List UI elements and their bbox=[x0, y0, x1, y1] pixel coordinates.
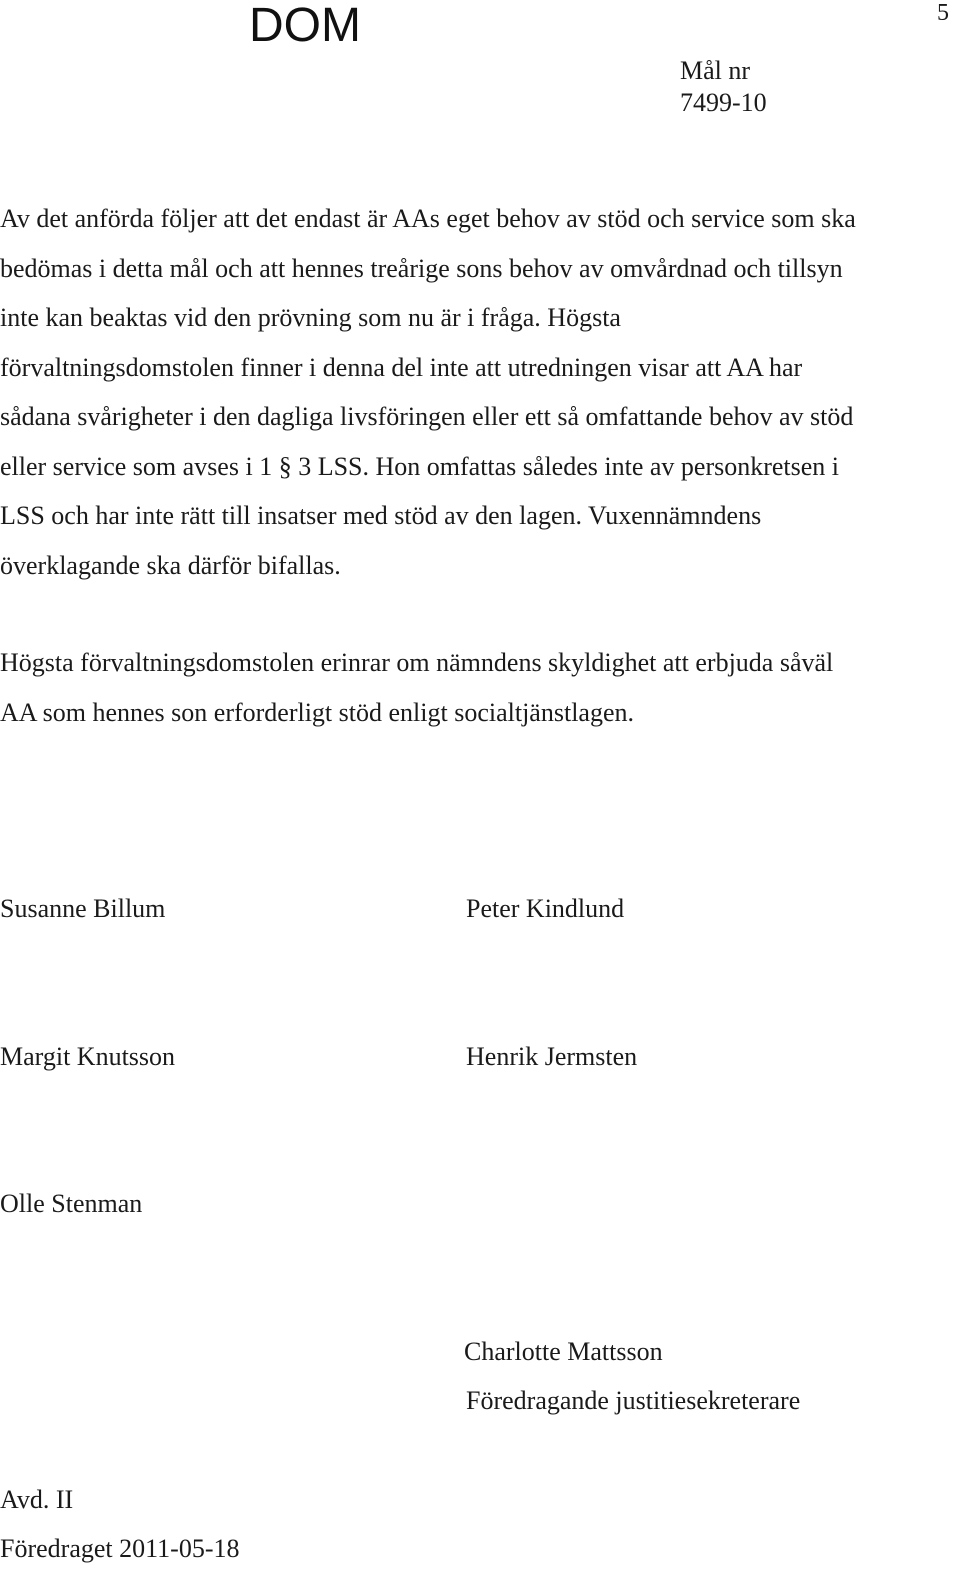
paragraph-line: LSS och har inte rätt till insatser med stöd av den lagen. Vuxennämndens bbox=[0, 501, 762, 530]
paragraph-line: sådana svårigheter i den dagliga livsföringen eller ett så omfattande behov av stöd bbox=[0, 402, 854, 431]
rapporteur-title: Föredragande justitiesekreterare bbox=[466, 1386, 801, 1415]
paragraph-line: Högsta förvaltningsdomstolen erinrar om nämndens skyldighet att erbjuda såväl bbox=[0, 648, 834, 677]
paragraph-line: bedömas i detta mål och att hennes treårige sons behov av omvårdnad och tillsyn bbox=[0, 253, 843, 283]
case-number-label: Mål nr bbox=[680, 56, 751, 85]
division-label: Avd. II bbox=[0, 1485, 74, 1514]
paragraph-line: eller service som avses i 1 § 3 LSS. Hon omfattas således inte av personkretsen i bbox=[0, 451, 840, 481]
signature-margit-knutsson: Margit Knutsson bbox=[0, 1042, 176, 1071]
signature-peter-kindlund: Peter Kindlund bbox=[466, 894, 625, 923]
paragraph-line: förvaltningsdomstolen finner i denna del inte att utredningen visar att AA har bbox=[0, 352, 803, 382]
presentation-date: Föredraget 2011-05-18 bbox=[0, 1534, 240, 1563]
document-title: DOM bbox=[249, 0, 361, 52]
paragraph-line: Av det anförda följer att det endast är AAs eget behov av stöd och service som ska bbox=[0, 204, 856, 233]
page-number: 5 bbox=[937, 0, 949, 26]
signature-henrik-jermsten: Henrik Jermsten bbox=[466, 1042, 638, 1071]
paragraph-line: AA som hennes son erforderligt stöd enligt socialtjänstlagen. bbox=[0, 697, 634, 727]
paragraph-line: överklagande ska därför bifallas. bbox=[0, 550, 341, 580]
signature-susanne-billum: Susanne Billum bbox=[0, 894, 166, 923]
paragraph-reminder bbox=[0, 638, 960, 737]
paragraph-line: inte kan beaktas vid den prövning som nu är i fråga. Högsta bbox=[0, 303, 621, 332]
rapporteur-name: Charlotte Mattsson bbox=[464, 1337, 663, 1366]
paragraph-judgment-reasoning bbox=[0, 194, 960, 590]
case-number: 7499-10 bbox=[680, 88, 767, 117]
signature-olle-stenman: Olle Stenman bbox=[0, 1189, 143, 1218]
